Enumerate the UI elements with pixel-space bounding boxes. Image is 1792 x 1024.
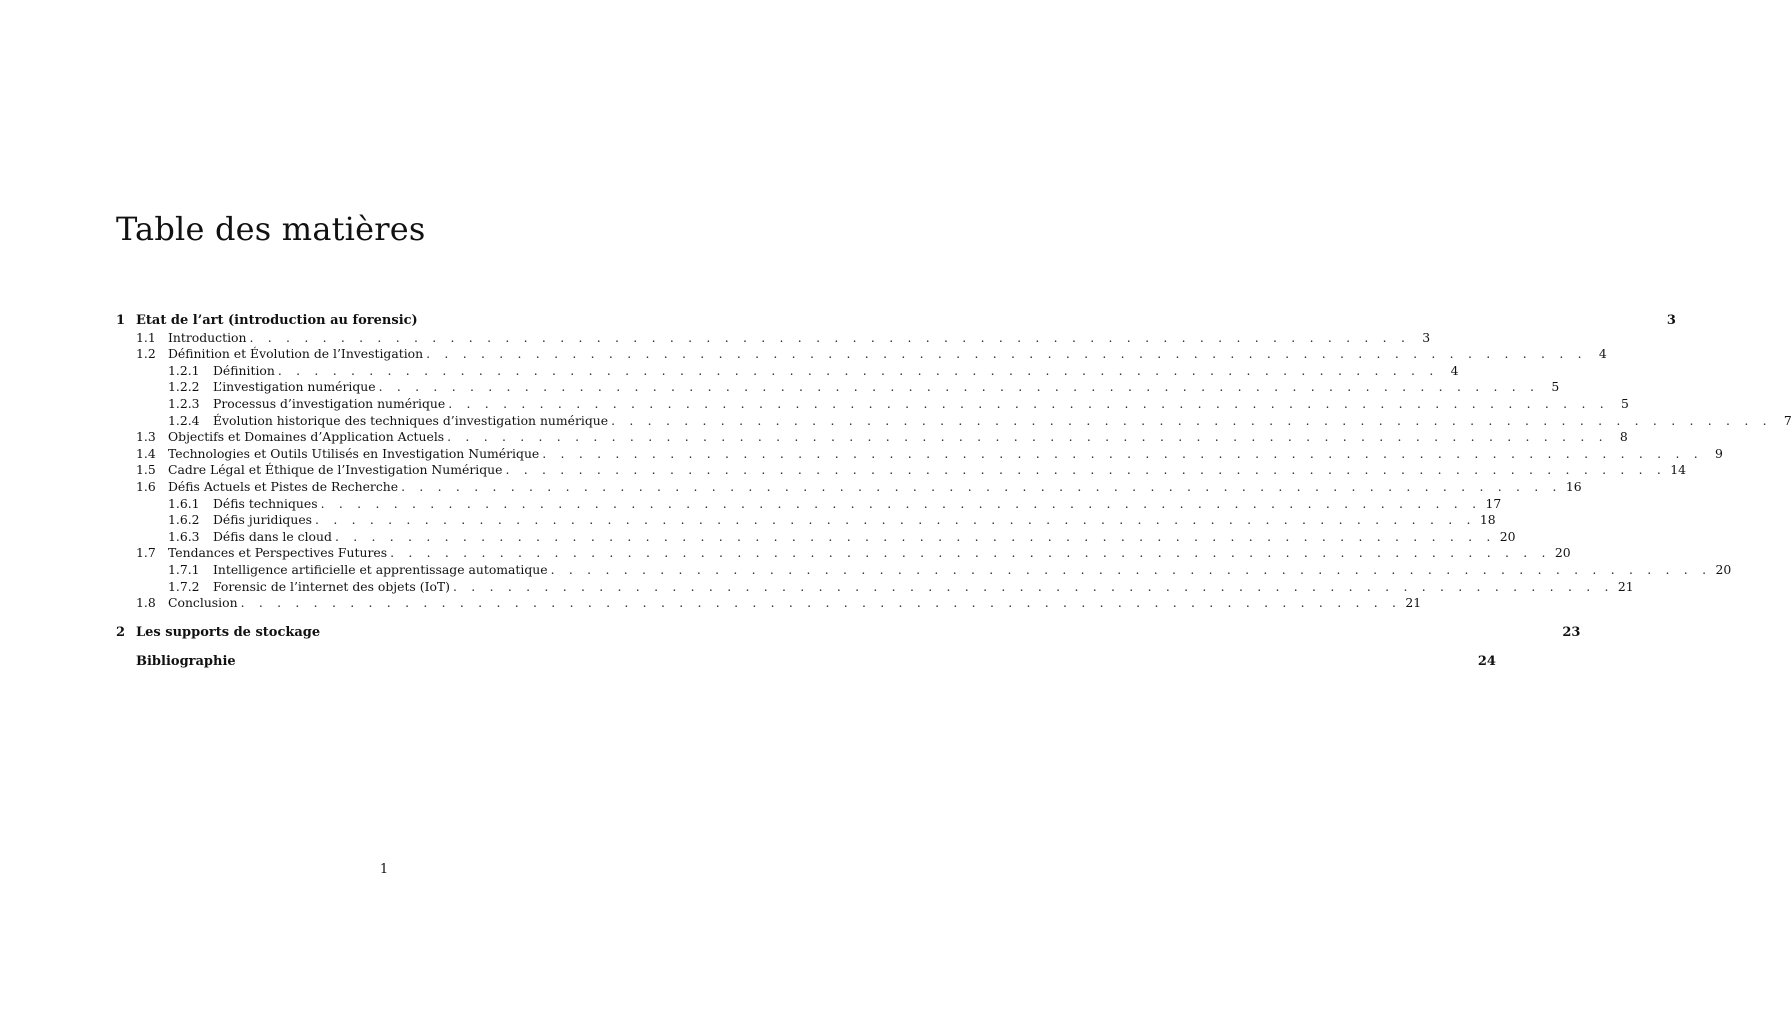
toc-chapter-entry[interactable] xyxy=(116,654,1496,671)
toc-entry-page: 17 xyxy=(1485,495,1502,511)
toc-dot-leader: . . . . . . . . . . . . . . . . . . . . . . . . . . . . . . . . . . . . . . . . . . . . . . . . . . . . . . . . . . . . . . . . xyxy=(447,429,1608,445)
toc-dot-leader: . . . . . . . . . . . . . . . . . . . . . . . . . . . . . . . . . . . . . . . . . . . . . . . . . . . . . . . . . . . . . . . . xyxy=(505,462,1667,478)
toc-subsection-entry[interactable] xyxy=(116,528,1516,546)
toc-subsection-entry[interactable] xyxy=(116,362,1459,380)
toc-entry-page: 20 xyxy=(1715,561,1732,577)
toc-entry-page: 8 xyxy=(1619,429,1628,445)
toc-entry-title: Défis dans le cloud xyxy=(213,528,332,544)
toc-entry-title: Objectifs et Domaines d’Application Actuels xyxy=(168,429,445,445)
toc-dot-leader: . . . . . . . . . . . . . . . . . . . . . . . . . . . . . . . . . . . . . . . . . . . . . . . . . . . . . . . . . . . . . . . . xyxy=(277,362,1439,378)
toc-section-entry[interactable] xyxy=(116,346,1607,363)
toc-subsection-entry[interactable] xyxy=(116,379,1560,396)
toc-chapter-entry[interactable] xyxy=(116,313,1676,330)
toc-entry-title: Tendances et Perspectives Futures xyxy=(168,545,388,561)
toc-dot-leader: . . . . . . . . . . . . . . . . . . . . . . . . . . . . . . . . . . . . . . . . . . . . . . . . . . . . . . . . . . . . . . . . xyxy=(550,561,1712,577)
toc-section-entry[interactable] xyxy=(116,595,1422,612)
toc-dot-leader: . . . . . . . . . . . . . . . . . . . . . . . . . . . . . . . . . . . . . . . . . . . . . . . . . . . . . . . . . . . . . . . . xyxy=(249,329,1411,345)
toc-entry-number: 1.2.1 xyxy=(168,362,200,378)
toc-dot-leader: . . . . . . . . . . . . . . . . . . . . . . . . . . . . . . . . . . . . . . . . . . . . . . . . . . . . . . . . . . . . . . . . xyxy=(378,379,1540,395)
toc-entry-title: Conclusion xyxy=(168,595,238,611)
toc-entry-page: 14 xyxy=(1670,462,1687,478)
toc-section-entry[interactable] xyxy=(116,429,1628,446)
toc-entry-title: Défis techniques xyxy=(213,495,318,511)
toc-entry-number: 1.6.3 xyxy=(168,528,200,544)
table-of-contents xyxy=(116,313,1792,671)
toc-title: Table des matières xyxy=(116,210,426,248)
toc-entry-number: 1.6.2 xyxy=(168,512,200,528)
toc-dot-leader: . . . . . . . . . . . . . . . . . . . . . . . . . . . . . . . . . . . . . . . . . . . . . . . . . . . . . . . . . . . . . . . . xyxy=(448,395,1609,411)
page-number: 1 xyxy=(379,862,389,877)
toc-entry-title: Processus d’investigation numérique xyxy=(213,395,446,411)
toc-entry-number: 1.8 xyxy=(136,595,156,611)
toc-dot-leader: . . . . . . . . . . . . . . . . . . . . . . . . . . . . . . . . . . . . . . . . . . . . . . . . . . . . . . . . . . . . . . . . xyxy=(315,512,1476,528)
toc-entry-number: 1.2.2 xyxy=(168,379,200,395)
toc-section-entry[interactable] xyxy=(116,462,1687,479)
toc-entry-page: 4 xyxy=(1598,346,1607,362)
toc-entry-page: 3 xyxy=(1422,329,1431,345)
toc-section-entry[interactable] xyxy=(116,478,1582,496)
toc-entry-page: 4 xyxy=(1450,362,1459,378)
toc-dot-leader: . . . . . . . . . . . . . . . . . . . . . . . . . . . . . . . . . . . . . . . . . . . . . . . . . . . . . . . . . . . . . . . . xyxy=(401,478,1562,494)
toc-entry-number: 1.7.2 xyxy=(168,578,200,594)
toc-subsection-entry[interactable] xyxy=(116,412,1792,430)
toc-entry-title: Technologies et Outils Utilisés en Investigation Numérique xyxy=(168,445,540,461)
toc-entry-page: 7 xyxy=(1783,412,1792,428)
toc-entry-page: 20 xyxy=(1499,528,1516,544)
toc-dot-leader: . . . . . . . . . . . . . . . . . . . . . . . . . . . . . . . . . . . . . . . . . . . . . . . . . . . . . . . . . . . . . . . . xyxy=(453,578,1614,594)
toc-entry-title: Etat de l’art (introduction au forensic) xyxy=(136,313,418,328)
toc-entry-title: Introduction xyxy=(168,329,247,345)
toc-dot-leader: . . . . . . . . . . . . . . . . . . . . . . . . . . . . . . . . . . . . . . . . . . . . . . . . . . . . . . . . . . . . . . . . xyxy=(542,445,1703,461)
toc-section-entry[interactable] xyxy=(116,329,1431,347)
toc-entry-title: Bibliographie xyxy=(136,654,236,670)
toc-entry-title: Cadre Légal et Éthique de l’Investigation Numérique xyxy=(168,462,503,478)
toc-entry-number: 2 xyxy=(116,624,126,640)
toc-entry-number: 1.2.3 xyxy=(168,395,200,411)
toc-entry-number: 1.3 xyxy=(136,429,156,445)
toc-entry-title: Défis juridiques xyxy=(213,512,313,528)
toc-entry-number: 1.6.1 xyxy=(168,495,200,511)
toc-subsection-entry[interactable] xyxy=(116,395,1629,413)
toc-entry-page: 21 xyxy=(1405,595,1422,611)
toc-entry-number: 1.6 xyxy=(136,478,156,494)
toc-chapter-entry[interactable] xyxy=(116,624,1581,642)
toc-subsection-entry[interactable] xyxy=(116,578,1634,596)
toc-entry-page: 16 xyxy=(1565,478,1582,494)
toc-entry-number: 1.2.4 xyxy=(168,412,200,428)
toc-entry-number: 1 xyxy=(116,313,126,328)
toc-dot-leader: . . . . . . . . . . . . . . . . . . . . . . . . . . . . . . . . . . . . . . . . . . . . . . . . . . . . . . . . . . . . . . . . xyxy=(611,412,1772,428)
toc-entry-number: 1.5 xyxy=(136,462,156,478)
toc-entry-page: 21 xyxy=(1617,578,1634,594)
section-gap xyxy=(116,612,654,625)
toc-dot-leader: . . . . . . . . . . . . . . . . . . . . . . . . . . . . . . . . . . . . . . . . . . . . . . . . . . . . . . . . . . . . . . . . xyxy=(426,346,1587,362)
toc-dot-leader: . . . . . . . . . . . . . . . . . . . . . . . . . . . . . . . . . . . . . . . . . . . . . . . . . . . . . . . . . . . . . . . . xyxy=(240,595,1402,611)
toc-section-entry[interactable] xyxy=(116,445,1723,463)
toc-entry-title: Intelligence artificielle et apprentissage automatique xyxy=(213,561,548,577)
toc-entry-title: Définition et Évolution de l’Investigation xyxy=(168,346,424,362)
toc-entry-page: 3 xyxy=(1666,313,1676,328)
toc-dot-leader: . . . . . . . . . . . . . . . . . . . . . . . . . . . . . . . . . . . . . . . . . . . . . . . . . . . . . . . . . . . . . . . . xyxy=(390,545,1551,561)
toc-entry-number: 1.2 xyxy=(136,346,156,362)
toc-entry-number: 1.4 xyxy=(136,445,156,461)
toc-entry-page: 18 xyxy=(1479,512,1496,528)
toc-entry-number: 1.7.1 xyxy=(168,561,200,577)
toc-entry-page: 5 xyxy=(1620,395,1629,411)
toc-entry-title: Défis Actuels et Pistes de Recherche xyxy=(168,478,399,494)
toc-entry-title: L’investigation numérique xyxy=(213,379,376,395)
toc-dot-leader: . . . . . . . . . . . . . . . . . . . . . . . . . . . . . . . . . . . . . . . . . . . . . . . . . . . . . . . . . . . . . . . . xyxy=(320,495,1482,511)
toc-entry-title: Les supports de stockage xyxy=(136,624,321,640)
toc-section-entry[interactable] xyxy=(116,545,1571,562)
section-gap xyxy=(116,641,654,654)
toc-entry-title: Évolution historique des techniques d’investigation numérique xyxy=(213,412,609,428)
toc-entry-number: 1.7 xyxy=(136,545,156,561)
toc-entry-page: 20 xyxy=(1554,545,1571,561)
toc-subsection-entry[interactable] xyxy=(116,495,1502,513)
toc-entry-title: Forensic de l’internet des objets (IoT) xyxy=(213,578,451,594)
toc-subsection-entry[interactable] xyxy=(116,512,1496,529)
toc-entry-page: 23 xyxy=(1562,624,1581,640)
toc-entry-page: 5 xyxy=(1551,379,1560,395)
toc-subsection-entry[interactable] xyxy=(116,561,1732,579)
toc-entry-number: 1.1 xyxy=(136,329,156,345)
toc-entry-title: Définition xyxy=(213,362,275,378)
toc-entry-page: 9 xyxy=(1714,445,1723,461)
toc-dot-leader: . . . . . . . . . . . . . . . . . . . . . . . . . . . . . . . . . . . . . . . . . . . . . . . . . . . . . . . . . . . . . . . . xyxy=(334,528,1496,544)
toc-entry-page: 24 xyxy=(1477,654,1496,670)
